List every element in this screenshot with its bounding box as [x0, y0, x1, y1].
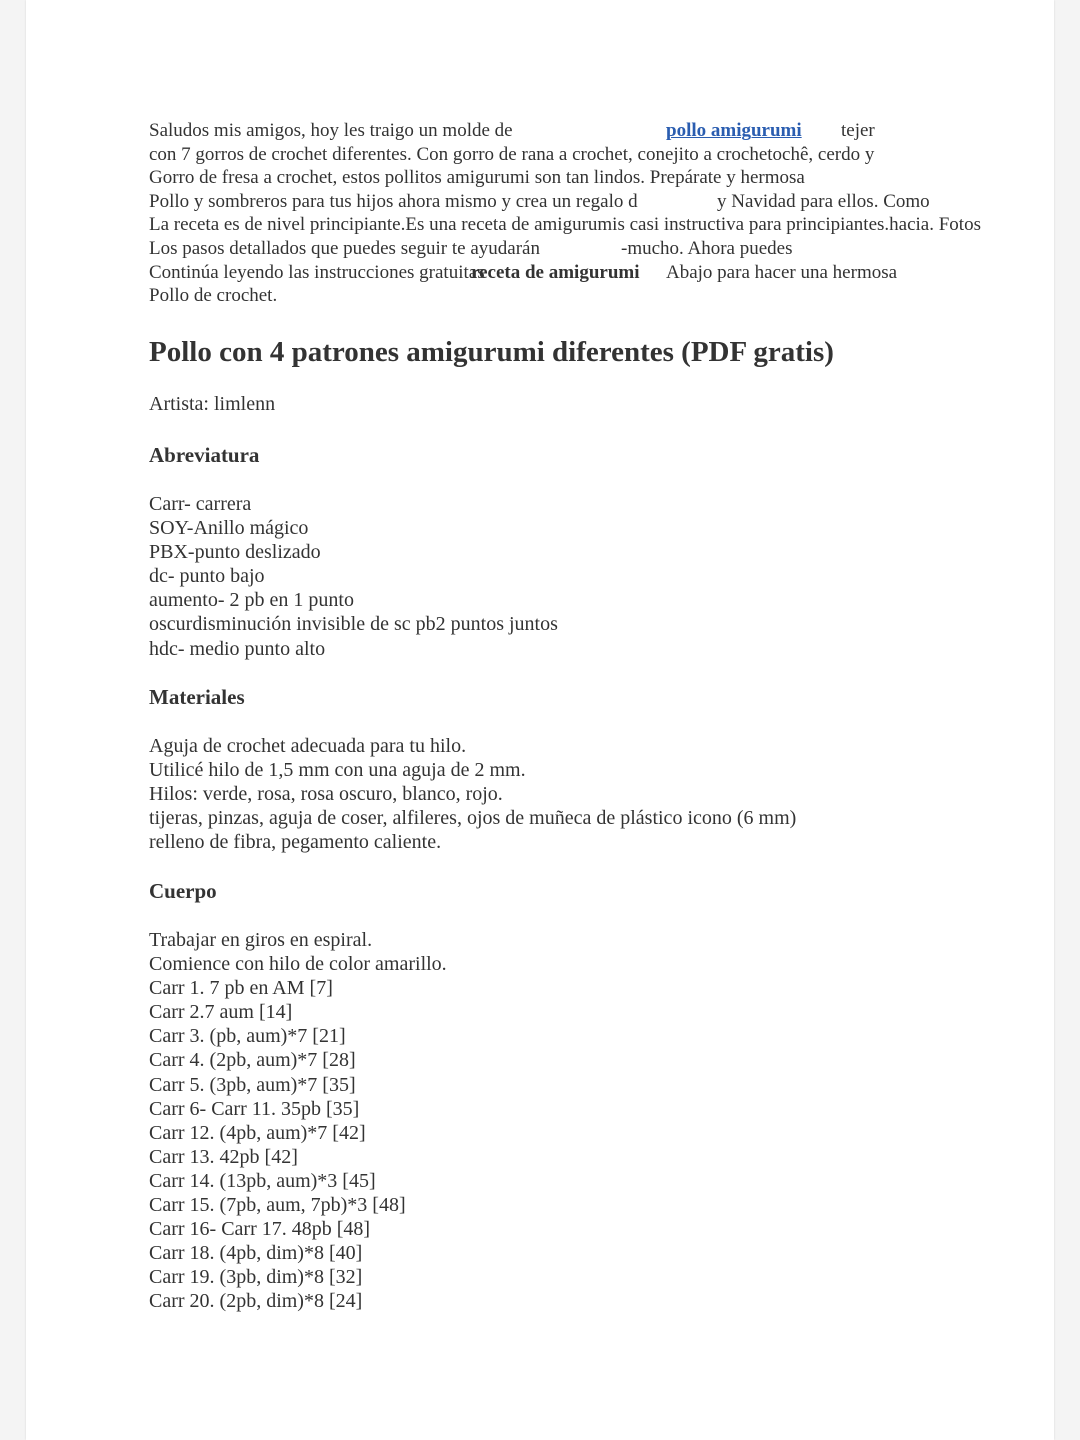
intro-text: tejer — [841, 120, 875, 141]
abbreviations-list — [149, 492, 558, 661]
list-item: Carr 19. (3pb, dim)*8 [32] — [149, 1266, 363, 1289]
list-item: Carr 20. (2pb, dim)*8 [24] — [149, 1290, 363, 1313]
list-item: Carr 3. (pb, aum)*7 [21] — [149, 1025, 346, 1048]
list-item: Aguja de crochet adecuada para tu hilo. — [149, 735, 467, 757]
list-item: Carr 12. (4pb, aum)*7 [42] — [149, 1121, 366, 1144]
intro-paragraph — [149, 119, 1049, 308]
list-item: Hilos: verde, rosa, rosa oscuro, blanco, rojo. — [149, 783, 503, 806]
list-item: hdc- medio punto alto — [149, 637, 326, 660]
intro-line-6 — [149, 237, 1049, 261]
list-item: dc- punto bajo — [149, 565, 265, 588]
list-item: Utilicé hilo de 1,5 mm con una aguja de 2 mm. — [149, 759, 526, 782]
intro-text: Pollo y sombreros para tus hijos ahora mismo y crea un regalo d — [149, 190, 638, 212]
intro-line-3: Gorro de fresa a crochet, estos pollitos amigurumi son tan lindos. Prepárate y hermosa — [149, 167, 805, 189]
list-item: Comience con hilo de color amarillo. — [149, 953, 447, 976]
list-item: Carr 14. (13pb, aum)*3 [45] — [149, 1169, 376, 1192]
intro-text: y Navidad para ellos. Como — [717, 190, 930, 212]
abbreviations-heading: Abreviatura — [149, 443, 260, 467]
intro-line-5: La receta es de nivel principiante.Es una receta de amigurumis casi instructiva para principiantes.hacia. Fotos — [149, 214, 981, 236]
artist-credit: Artista: limlenn — [149, 393, 276, 415]
intro-text: Abajo para hacer una hermosa — [666, 261, 898, 283]
list-item: Carr 2.7 aum [14] — [149, 1001, 293, 1024]
list-item: Carr 6- Carr 11. 35pb [35] — [149, 1097, 360, 1120]
intro-line-4 — [149, 190, 1049, 214]
list-item: Carr 5. (3pb, aum)*7 [35] — [149, 1073, 356, 1096]
materials-heading: Materiales — [149, 685, 245, 709]
list-item: PBX-punto deslizado — [149, 541, 321, 564]
list-item: Trabajar en giros en espiral. — [149, 929, 373, 951]
intro-line-7 — [149, 261, 1049, 285]
document-content — [149, 119, 1049, 1313]
page-title: Pollo con 4 patrones amigurumi diferentes (PDF gratis) — [149, 336, 834, 368]
list-item: Carr 4. (2pb, aum)*7 [28] — [149, 1049, 356, 1072]
list-item: Carr 15. (7pb, aum, 7pb)*3 [48] — [149, 1194, 406, 1217]
intro-line-8: Pollo de crochet. — [149, 285, 278, 307]
intro-line-1 — [149, 119, 1049, 143]
pollo-amigurumi-link[interactable]: pollo amigurumi — [666, 120, 802, 141]
intro-text: Saludos mis amigos, hoy les traigo un molde de — [149, 120, 513, 141]
list-item: Carr- carrera — [149, 493, 252, 515]
document-page — [26, 0, 1054, 1440]
intro-line-2: con 7 gorros de crochet diferentes. Con gorro de rana a crochet, conejito a crochetochê, cerdo y — [149, 143, 875, 165]
list-item: SOY-Anillo mágico — [149, 517, 309, 540]
materials-list — [149, 734, 796, 854]
list-item: aumento- 2 pb en 1 punto — [149, 589, 354, 612]
intro-text: Continúa leyendo las instrucciones gratuitas — [149, 261, 485, 283]
list-item: Carr 16- Carr 17. 48pb [48] — [149, 1218, 371, 1241]
body-heading: Cuerpo — [149, 879, 217, 903]
receta-amigurumi-bold: receta de amigurumi — [471, 261, 640, 283]
list-item: Carr 18. (4pb, dim)*8 [40] — [149, 1242, 363, 1265]
intro-text: -mucho. Ahora puedes — [621, 237, 793, 259]
list-item: oscurdisminución invisible de sc pb2 puntos juntos — [149, 613, 558, 636]
list-item: tijeras, pinzas, aguja de coser, alfileres, ojos de muñeca de plástico icono (6 mm) — [149, 807, 797, 830]
list-item: Carr 13. 42pb [42] — [149, 1145, 298, 1168]
list-item: relleno de fibra, pegamento caliente. — [149, 831, 442, 854]
body-instructions-list — [149, 928, 447, 1314]
intro-text: Los pasos detallados que puedes seguir te ayudarán — [149, 237, 540, 259]
list-item: Carr 1. 7 pb en AM [7] — [149, 977, 333, 1000]
